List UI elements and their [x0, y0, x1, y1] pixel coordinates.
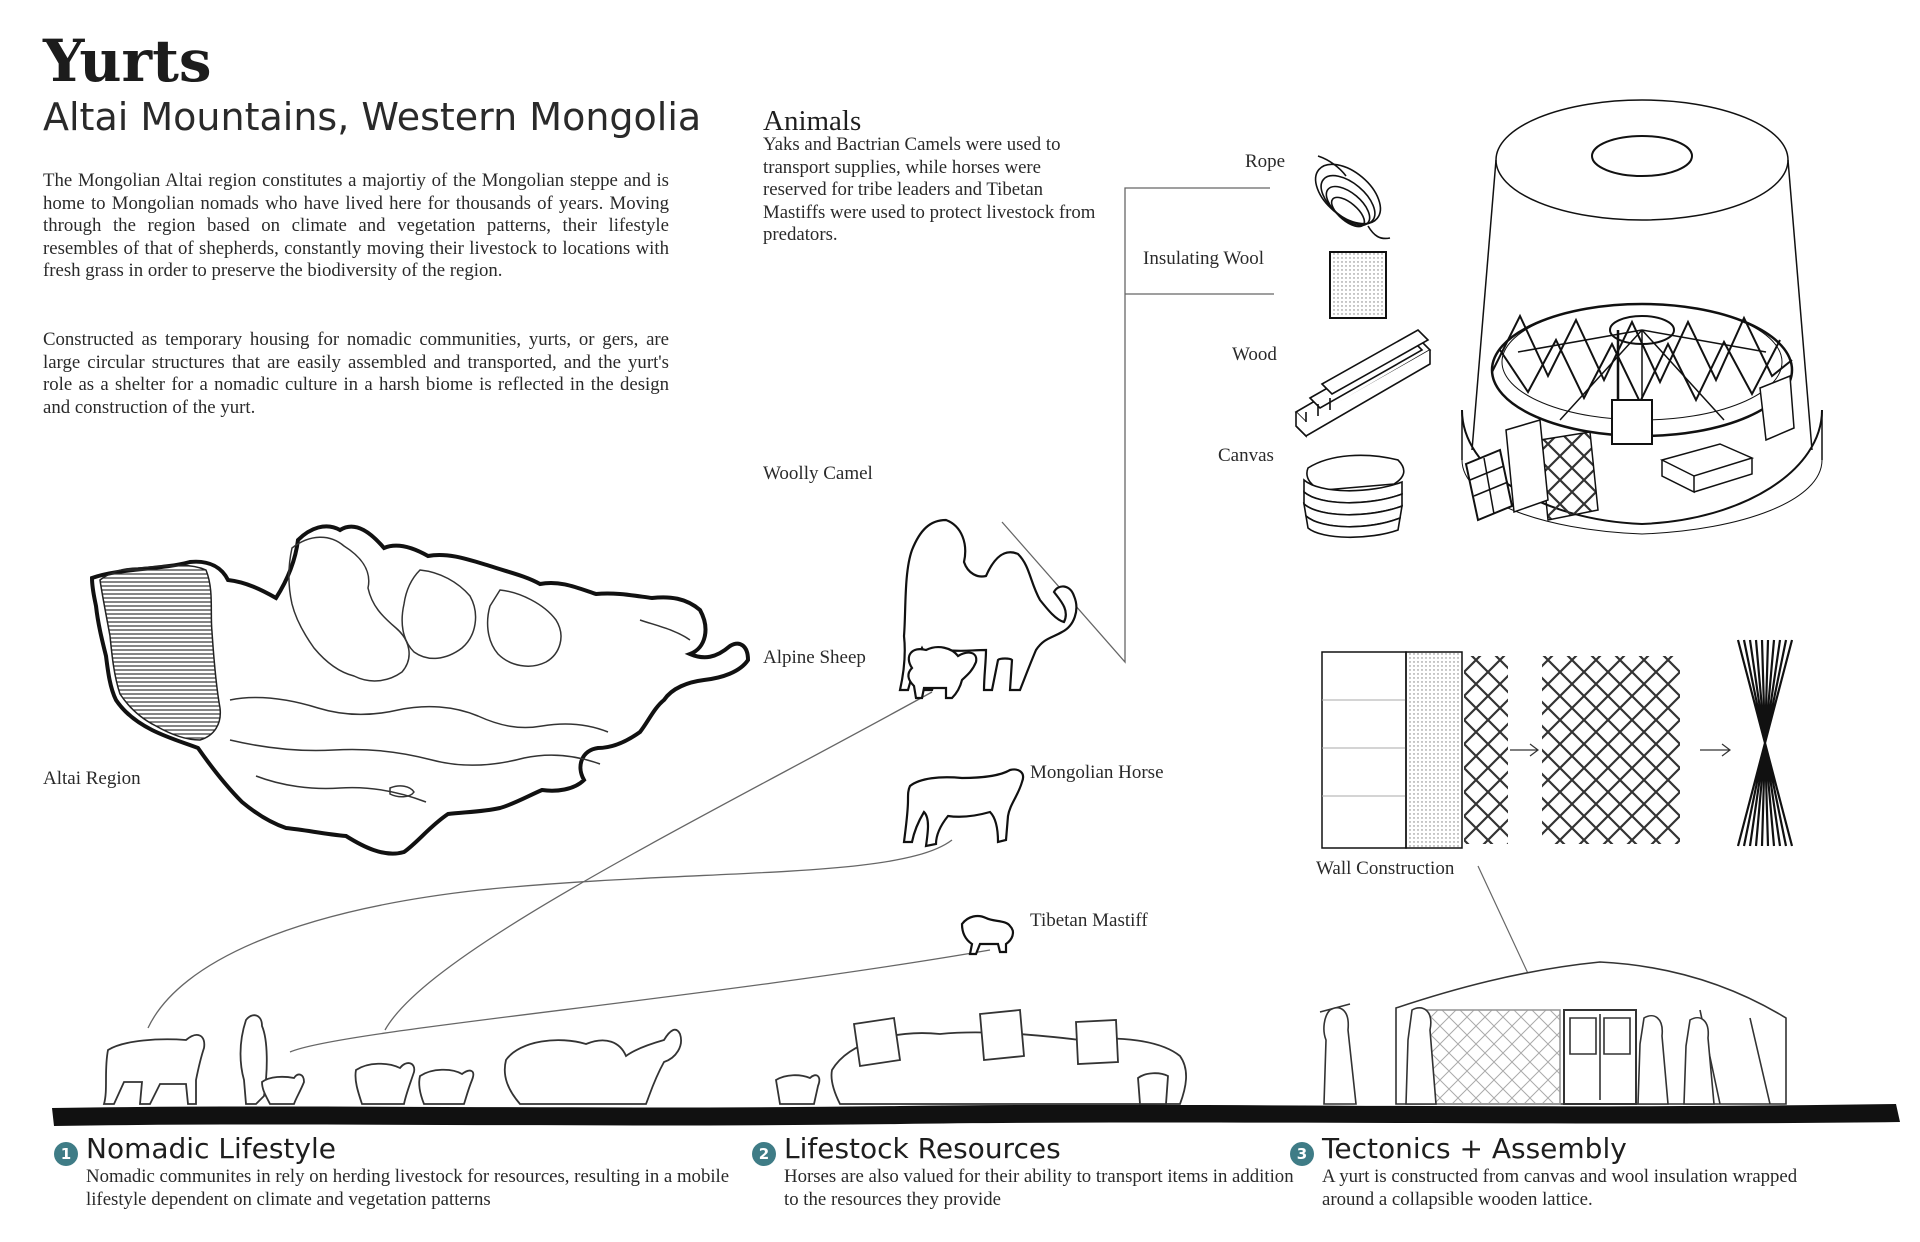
mastiff-figure	[962, 916, 1013, 954]
wood-figure	[1296, 330, 1430, 436]
canvas-label: Canvas	[1218, 445, 1274, 466]
wall-construction	[1322, 640, 1792, 1010]
horse-figure	[904, 770, 1023, 847]
canvas-figure	[1304, 455, 1404, 537]
intro-paragraph-1: The Mongolian Altai region constitutes a majortiy of the Mongolian steppe and is home to Mongolian nomads who have lived here for thousands of years. Moving through the region based on climate and vegetation patterns, their lifestyle resembles of that of shepherds, constantly moving their livestock to locations with fresh grass in order to preserve the biodiversity of the region.	[43, 170, 669, 281]
yurt-assembly-scene	[1320, 962, 1786, 1104]
step-3-number-badge: 3	[1290, 1142, 1314, 1166]
page-subtitle: Altai Mountains, Western Mongolia	[43, 95, 702, 139]
step-3-description: A yurt is constructed from canvas and wool insulation wrapped around a collapsible wooden lattice.	[1322, 1166, 1798, 1210]
yurt-axonometric	[1462, 100, 1822, 534]
step-2-number-badge: 2	[752, 1142, 776, 1166]
animals-description: Yaks and Bactrian Camels were used to transport supplies, while horses were reserved for tribe leaders and Tibetan Mastiffs were used to protect livestock from predators.	[763, 134, 1096, 245]
step-3-title: Tectonics + Assembly	[1322, 1132, 1627, 1165]
camel-label: Woolly Camel	[763, 463, 873, 484]
step-1-description: Nomadic communites in rely on herding livestock for resources, resulting in a mobile lifestyle dependent on climate and vegetation patterns	[86, 1166, 730, 1210]
wall-construction-label: Wall Construction	[1316, 858, 1455, 879]
sheep-figure	[908, 647, 976, 698]
page-title: Yurts	[43, 27, 212, 95]
sheep-label: Alpine Sheep	[763, 647, 866, 668]
altai-region-label: Altai Region	[43, 768, 141, 789]
step-1-title: Nomadic Lifestyle	[86, 1132, 336, 1165]
mastiff-label: Tibetan Mastiff	[1030, 910, 1148, 931]
rope-figure	[1305, 153, 1392, 239]
step-1-number-badge: 1	[54, 1142, 78, 1166]
wool-figure	[1330, 252, 1386, 318]
rope-label: Rope	[1245, 151, 1286, 172]
wood-label: Wood	[1232, 344, 1277, 365]
ground-line	[52, 1104, 1900, 1126]
wool-label: Insulating Wool	[1143, 248, 1265, 269]
herd-scene	[104, 1010, 1186, 1104]
step-2-description: Horses are also valued for their ability to transport items in addition to the resources they provide	[784, 1166, 1294, 1210]
mongolia-map	[92, 526, 748, 853]
step-2-title: Lifestock Resources	[784, 1132, 1061, 1165]
intro-paragraph-2: Constructed as temporary housing for nomadic communities, yurts, or gers, are large circular structures that are easily assembled and transported, and the yurt's role as a shelter for a nomadic culture in a harsh biome is reflected in the design and construction of the yurt.	[43, 329, 669, 418]
horse-label: Mongolian Horse	[1030, 762, 1164, 783]
animals-heading: Animals	[763, 105, 862, 137]
